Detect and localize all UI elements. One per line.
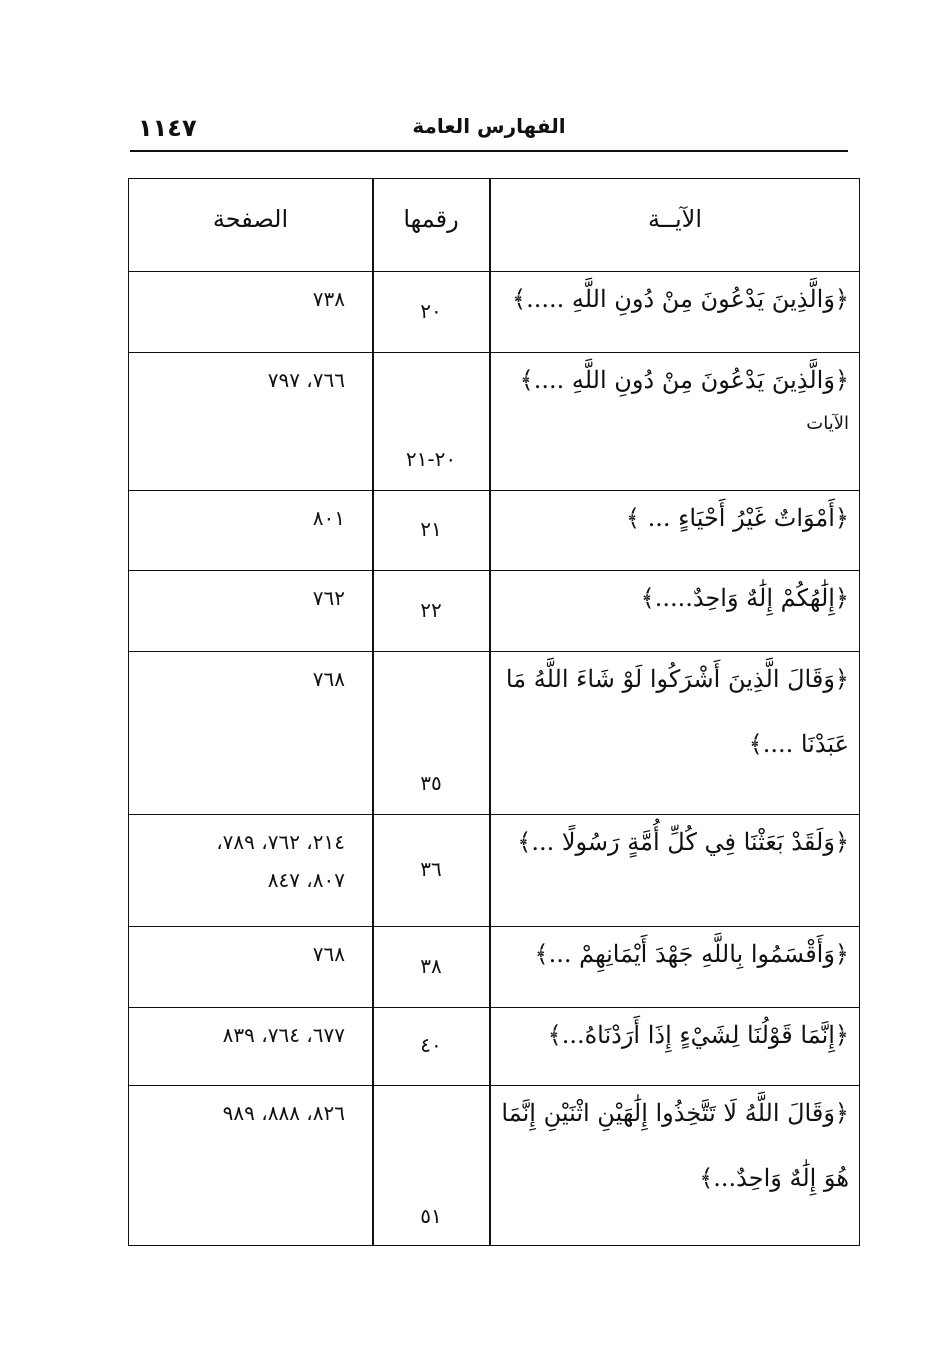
page-header [130,112,848,148]
verse-cell [517,827,849,858]
page-references [129,361,359,399]
verse-number: ٣٦ [420,857,442,881]
verse-text: ﴿إِنَّمَا قَوْلُنَا لِشَيْءٍ إِذَا أَرَدْنَاهُ...﴾ [547,1021,849,1049]
page-reference: ٧٦٨ [312,667,345,691]
verse-cell [641,583,849,614]
verse-text: ﴿وَلَقَدْ بَعَثْنَا فِي كُلِّ أُمَّةٍ رَسُولًا ...﴾ [517,828,849,856]
table-row [129,926,859,1008]
page-references [129,1094,359,1132]
verse-number: ٢٢ [420,597,442,622]
page-reference: ٧٦٢ [312,586,345,610]
page-references [129,280,359,318]
verse-text: ﴿وَالَّذِينَ يَدْعُونَ مِنْ دُونِ اللَّهِ .....﴾ [512,285,849,313]
page-references [129,823,359,899]
table-header-row [129,179,859,271]
page-reference: ٧٦٨ [312,942,345,966]
verse-cell [520,365,849,436]
page-reference: ٧٣٨ [312,287,345,311]
page-references [129,660,359,698]
verse-cell [626,503,849,534]
table-row [129,651,859,815]
column-header-number: رقمها [403,205,459,233]
verse-text: ﴿وَقَالَ اللَّهُ لَا تَتَّخِذُوا إِلَٰهَيْنِ اثْنَيْنِ إِنَّمَا [501,1099,849,1127]
verse-number: ٣٨ [420,953,442,978]
page-references [129,1016,359,1054]
column-header-page: الصفحة [212,205,289,233]
page-reference: ٦٧٧، ٧٦٤، ٨٣٩ [222,1023,345,1047]
page-references [129,579,359,617]
page-reference: ٧٦٦، ٧٩٧ [267,368,345,392]
verse-text: هُوَ إِلَٰهٌ وَاحِدٌ...﴾ [699,1164,849,1193]
verse-number: ٢٠ [420,298,442,323]
verse-text: ﴿أَمْوَاتٌ غَيْرُ أَحْيَاءٍ ... ﴾ [625,504,849,532]
page-number: ١١٤٧ [138,114,197,142]
verse-number: ٥١ [420,1204,442,1228]
page-reference: ٢١٤، ٧٦٢، ٧٨٩، [216,830,345,854]
running-title: الفهارس العامة [412,114,566,138]
verse-text: ﴿وَالَّذِينَ يَدْعُونَ مِنْ دُونِ اللَّهِ ....﴾ [519,366,849,394]
verse-text: ﴿وَقَالَ الَّذِينَ أَشْرَكُوا لَوْ شَاءَ اللَّهُ مَا [505,665,849,693]
column-header-verse: الآيــة [648,205,702,233]
page-reference: ٨٠١ [312,506,345,530]
verse-cell [535,939,849,970]
verse-cell [501,1098,849,1194]
verse-text: عَبَدْنَا ....﴾ [748,730,849,759]
verse-cell [548,1020,849,1051]
table-row [129,352,859,491]
verse-text: ﴿إِلَٰهُكُمْ إِلَٰهٌ وَاحِدٌ.....﴾ [640,584,849,612]
verse-number: ٢٠-٢١ [405,447,457,471]
verse-index-table [128,178,860,1246]
verse-cell [506,664,849,760]
verse-text: ﴿وَأَقْسَمُوا بِاللَّهِ جَهْدَ أَيْمَانِهِمْ ...﴾ [534,940,849,968]
table-row [129,271,859,353]
verse-cell [512,284,849,315]
page-reference: ٨٢٦، ٨٨٨، ٩٨٩ [222,1101,345,1125]
page-references [129,935,359,973]
page-reference: ٨٠٧، ٨٤٧ [267,868,345,892]
page-references [129,499,359,537]
header-rule [130,150,848,152]
verse-note: الآيات [806,413,849,435]
table-row [129,1007,859,1086]
verse-number: ٤٠ [420,1033,442,1057]
table-row [129,490,859,571]
table-row [129,1085,859,1248]
verse-number: ٢١ [420,517,442,541]
table-row [129,570,859,652]
verse-number: ٣٥ [420,771,442,795]
table-row [129,814,859,927]
